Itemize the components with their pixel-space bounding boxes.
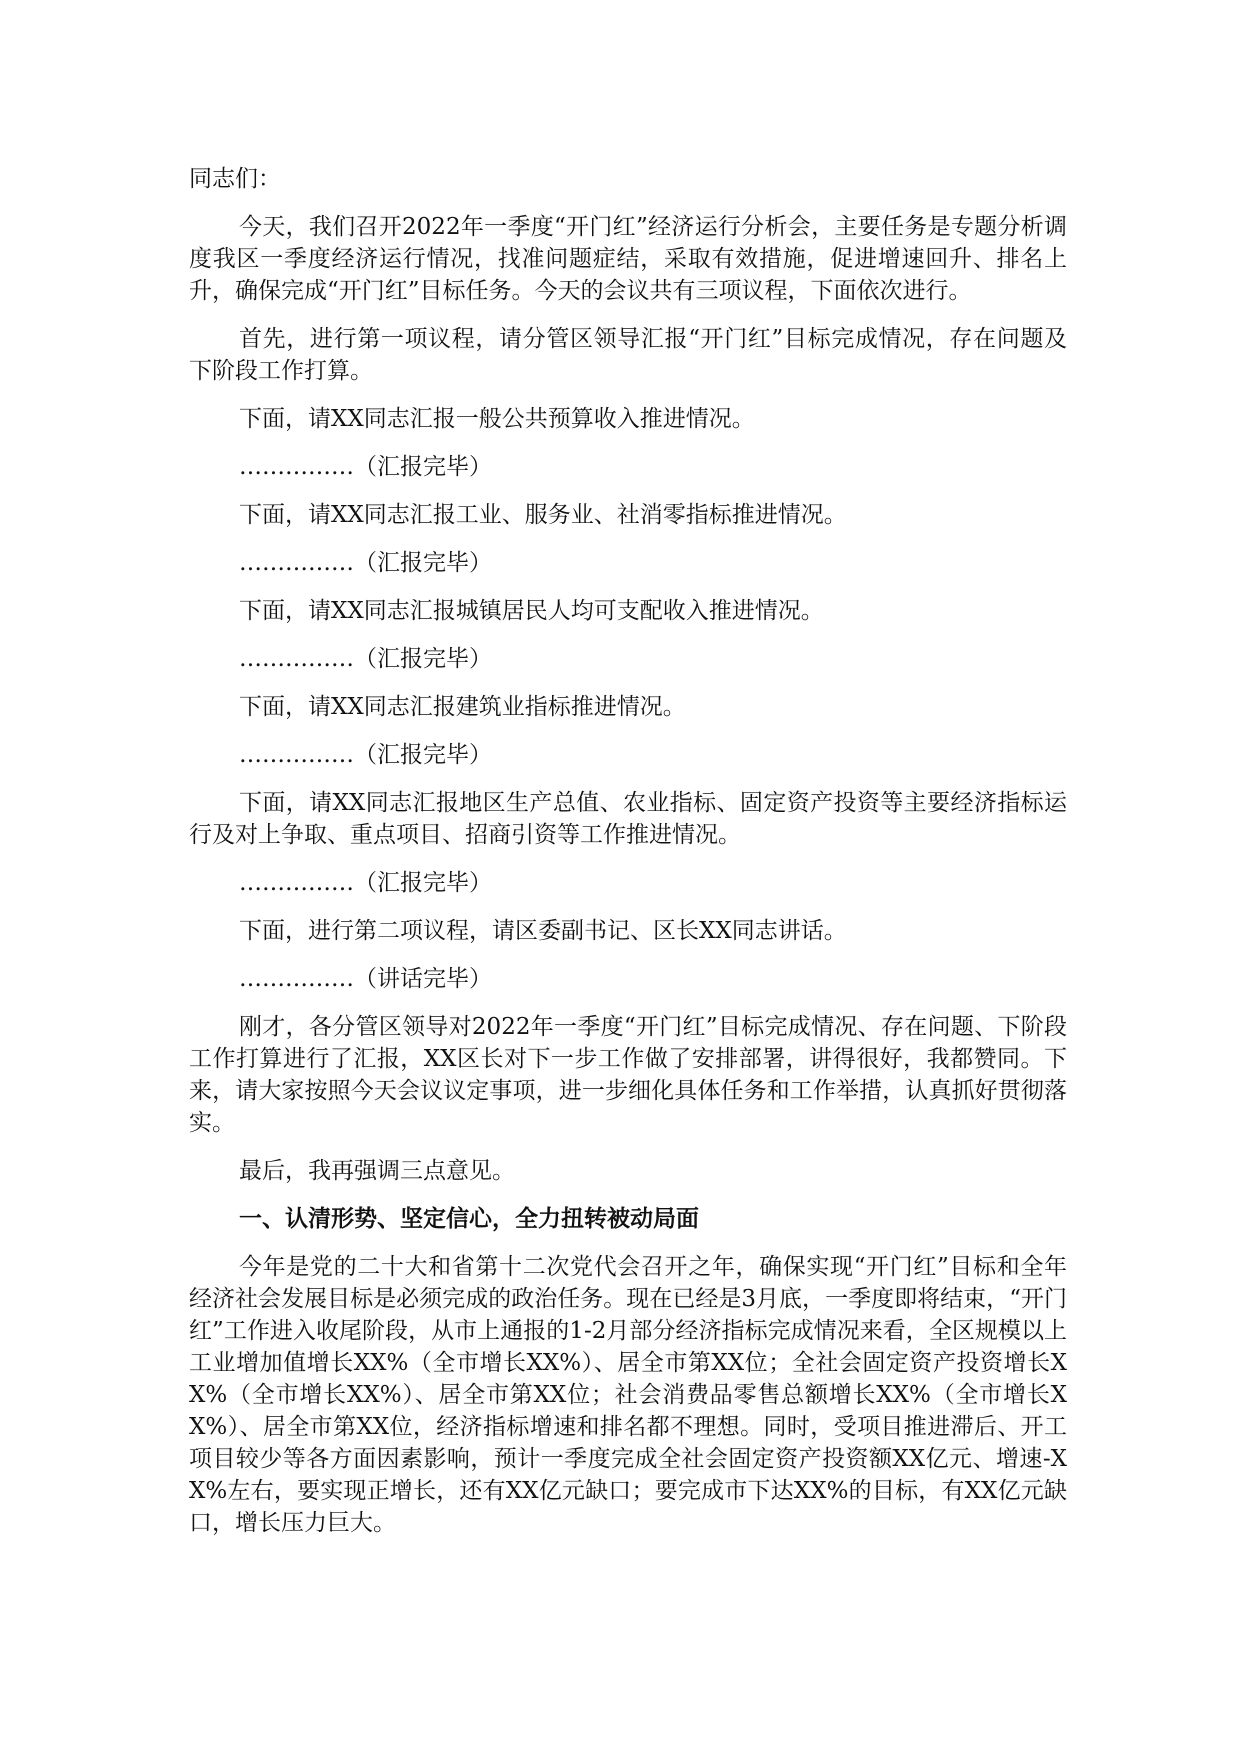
- report-finished-1: ……………（汇报完毕）: [239, 454, 492, 480]
- paragraph-situation: 今年是党的二十大和省第十二次党代会召开之年，确保实现“开门红”目标和全年经济社会发展目标是必须完成的政治任务。现在已经是3月底，一季度即将结束，“开门红”工作进入收尾阶段，从市上通报的1-2月部分经济指标完成情况来看，全区规模以上工业增加值增长XX%（全市增长XX%）、居全市第XX位；全社会固定资产投资增长XX%（全市增长XX%）、居全市第XX位；社会消费品零售总额增长XX%（全市增长XX%）、居全市第XX位，经济指标增速和排名都不理想。同时，受项目推进滞后、开工项目较少等各方面因素影响，预计一季度完成全社会固定资产投资额XX亿元、增速-XX%左右，要实现正增长，还有XX亿元缺口；要完成市下达XX%的目标，有XX亿元缺口，增长压力巨大。: [189, 1254, 1067, 1536]
- paragraph-agenda-two: 下面，进行第二项议程，请区委副书记、区长XX同志讲话。: [239, 918, 847, 944]
- paragraph-report-industry: 下面，请XX同志汇报工业、服务业、社消零指标推进情况。: [239, 502, 847, 528]
- report-finished-2: ……………（汇报完毕）: [239, 550, 492, 576]
- paragraph-report-budget: 下面，请XX同志汇报一般公共预算收入推进情况。: [239, 406, 755, 432]
- paragraph-report-construction: 下面，请XX同志汇报建筑业指标推进情况。: [239, 694, 686, 720]
- report-finished-3: ……………（汇报完毕）: [239, 646, 492, 672]
- paragraph-report-gdp: 下面，请XX同志汇报地区生产总值、农业指标、固定资产投资等主要经济指标运行及对上争取、重点项目、招商引资等工作推进情况。: [189, 790, 1067, 848]
- section-heading: 一、认清形势、坚定信心，全力扭转被动局面: [239, 1205, 699, 1232]
- document-body: [189, 163, 1067, 1555]
- paragraph-report-income: 下面，请XX同志汇报城镇居民人均可支配收入推进情况。: [239, 598, 824, 624]
- report-finished-5: ……………（汇报完毕）: [239, 870, 492, 896]
- paragraph-summary: 刚才，各分管区领导对2022年一季度“开门红”目标完成情况、存在问题、下阶段工作打算进行了汇报，XX区长对下一步工作做了安排部署，讲得很好，我都赞同。下来，请大家按照今天会议议定事项，进一步细化具体任务和工作举措，认真抓好贯彻落实。: [189, 1014, 1067, 1136]
- salutation: 同志们：: [189, 166, 281, 192]
- speech-finished: ……………（讲话完毕）: [239, 966, 492, 992]
- report-finished-4: ……………（汇报完毕）: [239, 742, 492, 768]
- paragraph-opening: 今天，我们召开2022年一季度“开门红”经济运行分析会，主要任务是专题分析调度我区一季度经济运行情况，找准问题症结，采取有效措施，促进增速回升、排名上升，确保完成“开门红”目标任务。今天的会议共有三项议程，下面依次进行。: [189, 214, 1067, 304]
- paragraph-agenda-one: 首先，进行第一项议程，请分管区领导汇报“开门红”目标完成情况，存在问题及下阶段工作打算。: [189, 326, 1067, 384]
- paragraph-three-points: 最后，我再强调三点意见。: [239, 1158, 515, 1184]
